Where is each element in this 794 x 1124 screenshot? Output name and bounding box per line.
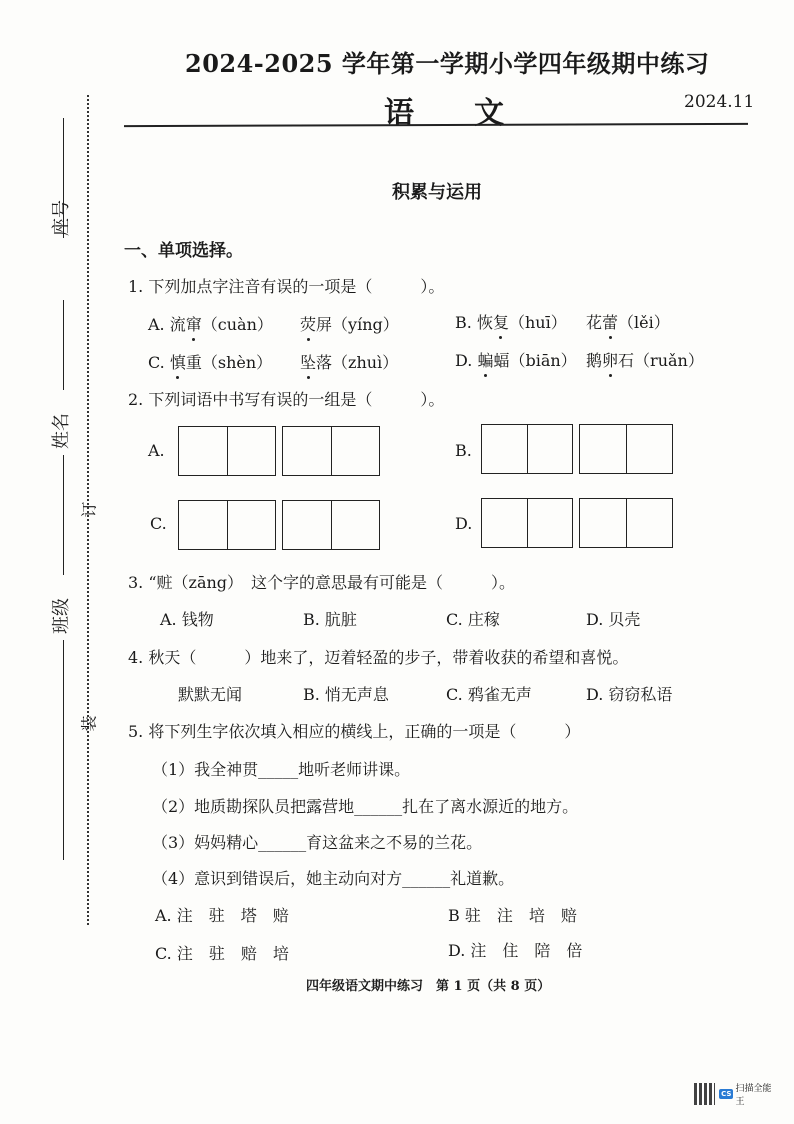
q5-option-b: B 驻 注 培 赔 [448, 906, 577, 925]
q3-option-d: D. 贝壳 [586, 610, 641, 629]
q2-c-box2[interactable] [282, 500, 380, 550]
q4-option-a: 默默无闻 [178, 685, 243, 704]
class-label: 班级 [51, 598, 72, 634]
q1-option-c: C. 慎重（shèn） [148, 350, 272, 373]
q5-item-4: （4）意识到错误后，她主动向对方______礼道歉。 [152, 869, 515, 888]
part-heading: 一、单项选择。 [124, 241, 243, 261]
q2-stem: 2. 下列词语中书写有误的一组是（ ）。 [128, 390, 445, 409]
q2-label-b: B. [455, 441, 472, 460]
q2-label-c: C. [150, 514, 167, 533]
q2-label-d: D. [455, 514, 473, 533]
exam-title: 2024-2025 学年第一学期小学四年级期中练习 [185, 49, 710, 78]
q5-stem: 5. 将下列生字依次填入相应的横线上，正确的一项是（ ） [128, 722, 581, 741]
q2-a-box1[interactable] [178, 426, 276, 476]
q2-b-box2[interactable] [579, 424, 673, 474]
q1-option-d: D. 蝙蝠（biān） [455, 348, 577, 371]
q2-b-box1[interactable] [481, 424, 573, 474]
q2-label-a: A. [148, 441, 165, 460]
q1-stem: 1. 下列加点字注音有误的一项是（ ）。 [128, 277, 445, 296]
q5-option-d: D. 注 住 陪 倍 [448, 941, 583, 960]
q4-option-c: C. 鸦雀无声 [446, 685, 532, 704]
binding-mark-ding: 订 [79, 501, 99, 518]
subject-title: 语文 [384, 96, 564, 131]
school-write-line [63, 640, 64, 860]
page-footer: 四年级语文期中练习 第 1 页（共 8 页） [306, 979, 551, 994]
q5-item-2: （2）地质勘探队员把露营地______扎在了离水源近的地方。 [152, 797, 579, 816]
q1-option-a-word2: 荧屏（yíng） [300, 312, 399, 335]
seat-label: 座号 [51, 200, 72, 236]
q1-option-c-word2: 坠落（zhuì） [300, 350, 398, 373]
name-write-line [63, 300, 64, 390]
q3-option-c: C. 庄稼 [446, 610, 500, 629]
q2-c-box1[interactable] [178, 500, 276, 550]
q1-option-b-word2: 花蕾（lěi） [586, 310, 670, 333]
q4-option-b: B. 悄无声息 [303, 685, 389, 704]
q3-option-b: B. 肮脏 [303, 610, 357, 629]
camscanner-logo-icon: CS [721, 1090, 732, 1098]
q3-option-a: A. 钱物 [160, 610, 214, 629]
qr-code-icon [694, 1083, 715, 1105]
q4-stem: 4. 秋天（ ）地来了，迈着轻盈的步子，带着收获的希望和喜悦。 [128, 648, 629, 667]
q5-option-a: A. 注 驻 塔 赔 [155, 906, 289, 925]
q5-item-3: （3）妈妈精心______育这盆来之不易的兰花。 [152, 833, 483, 852]
q1-option-a: A. 流窜（cuàn） [148, 312, 273, 335]
q5-item-1: （1）我全神贯_____地听老师讲课。 [152, 760, 411, 779]
scanner-watermark [694, 1080, 778, 1108]
q2-a-box2[interactable] [282, 426, 380, 476]
name-label: 姓名 [51, 413, 72, 449]
q5-option-c: C. 注 驻 赔 培 [155, 944, 289, 963]
q1-option-b: B. 恢复（huī） [455, 310, 567, 333]
q1-option-d-word2: 鹅卵石（ruǎn） [586, 348, 704, 371]
q4-option-d: D. 窃窃私语 [586, 685, 673, 704]
exam-date: 2024.11 [684, 92, 755, 112]
section-title: 积累与运用 [392, 182, 482, 203]
q2-d-box2[interactable] [579, 498, 673, 548]
q2-d-box1[interactable] [481, 498, 573, 548]
binding-mark-zhuang: 装 [79, 715, 99, 732]
scanner-app-name: 扫描全能王 [735, 1084, 772, 1107]
class-write-line [63, 455, 64, 575]
q3-stem: 3. “赃（zāng） 这个字的意思最有可能是（ ）。 [128, 573, 516, 592]
